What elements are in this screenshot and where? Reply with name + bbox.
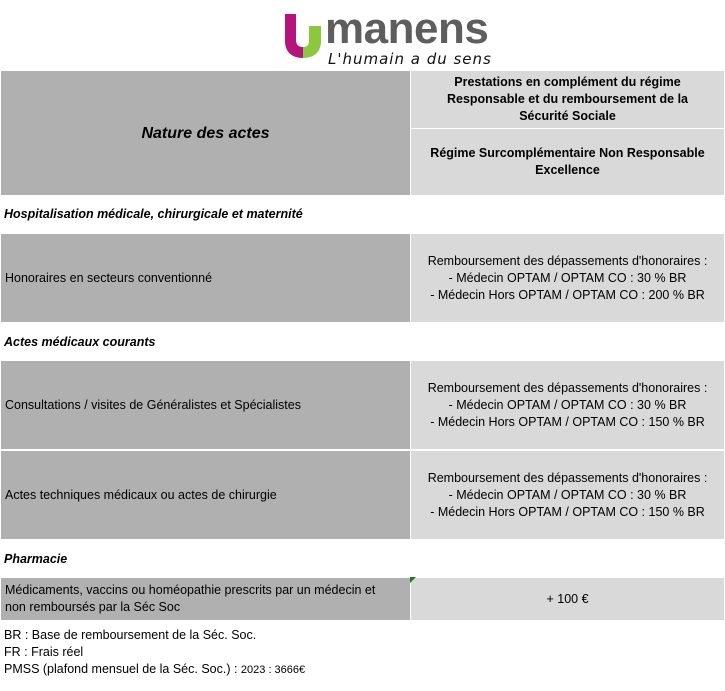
acte-label: Honoraires en secteurs conventionné: [5, 270, 213, 285]
value-line: Remboursement des dépassements d'honoraires :: [427, 380, 708, 395]
row-acte-honoraires: [1, 234, 410, 322]
acte-label-line: Médicaments, vaccins ou homéopathie prescrits par un médecin et: [5, 583, 376, 597]
header-prestations-label: Prestations en complément du régime Responsable et du remboursement de la Sécurité Sociale: [446, 75, 689, 123]
acte-label: Actes techniques médicaux ou actes de chirurgie: [5, 487, 277, 502]
value-line: - Médecin OPTAM / OPTAM CO : 30 % BR: [448, 270, 687, 285]
header-nature-des-actes: [1, 71, 410, 195]
value-line: - Médecin Hors OPTAM / OPTAM CO : 150 % BR: [430, 414, 705, 429]
value-line: - Médecin Hors OPTAM / OPTAM CO : 150 % BR: [430, 504, 705, 519]
row-acte-techniques: [1, 451, 410, 539]
section-title-hospitalisation: Hospitalisation médicale, chirurgicale et maternité: [4, 207, 303, 221]
brand-logo: [0, 0, 725, 71]
acte-label: Consultations / visites de Généralistes et Spécialistes: [5, 397, 301, 412]
value-line: Remboursement des dépassements d'honoraires :: [427, 470, 708, 485]
comment-marker-icon: [410, 577, 416, 583]
header-regime: [411, 129, 724, 195]
header-regime-label: Régime Surcomplémentaire Non Responsable Excellence: [430, 146, 705, 177]
value-line: Remboursement des dépassements d'honoraires :: [427, 253, 708, 268]
section-title-actes-medicaux: Actes médicaux courants: [4, 335, 156, 349]
value-line: - Médecin OPTAM / OPTAM CO : 30 % BR: [448, 397, 687, 412]
row-acte-medicaments: [1, 578, 410, 620]
umanens-u-icon: [283, 14, 325, 58]
row-value-honoraires: [411, 234, 724, 322]
value-line: - Médecin Hors OPTAM / OPTAM CO : 200 % BR: [430, 287, 705, 302]
note-pmss-label: PMSS (plafond mensuel de la Séc. Soc.) :: [4, 662, 241, 676]
value-line: - Médecin OPTAM / OPTAM CO : 30 % BR: [448, 487, 687, 502]
value-line: + 100 €: [546, 591, 589, 606]
row-acte-consultations: [1, 361, 410, 449]
row-value-techniques: [411, 451, 724, 539]
row-value-medicaments: [411, 578, 724, 620]
header-prestations: [411, 71, 724, 128]
header-nature-label: Nature des actes: [141, 124, 270, 142]
brand-tagline: L'humain a du sens: [328, 50, 492, 68]
section-title-pharmacie: Pharmacie: [4, 552, 68, 566]
note-pmss: [4, 661, 305, 679]
acte-label-line: non remboursés par la Séc Soc: [5, 600, 181, 614]
brand-name: manens: [325, 4, 489, 53]
note-pmss-value: 2023 : 3666€: [240, 664, 306, 676]
note-fr: FR : Frais réel: [4, 645, 84, 659]
note-br: BR : Base de remboursement de la Séc. Soc.: [4, 628, 257, 642]
row-value-consultations: [411, 361, 724, 449]
